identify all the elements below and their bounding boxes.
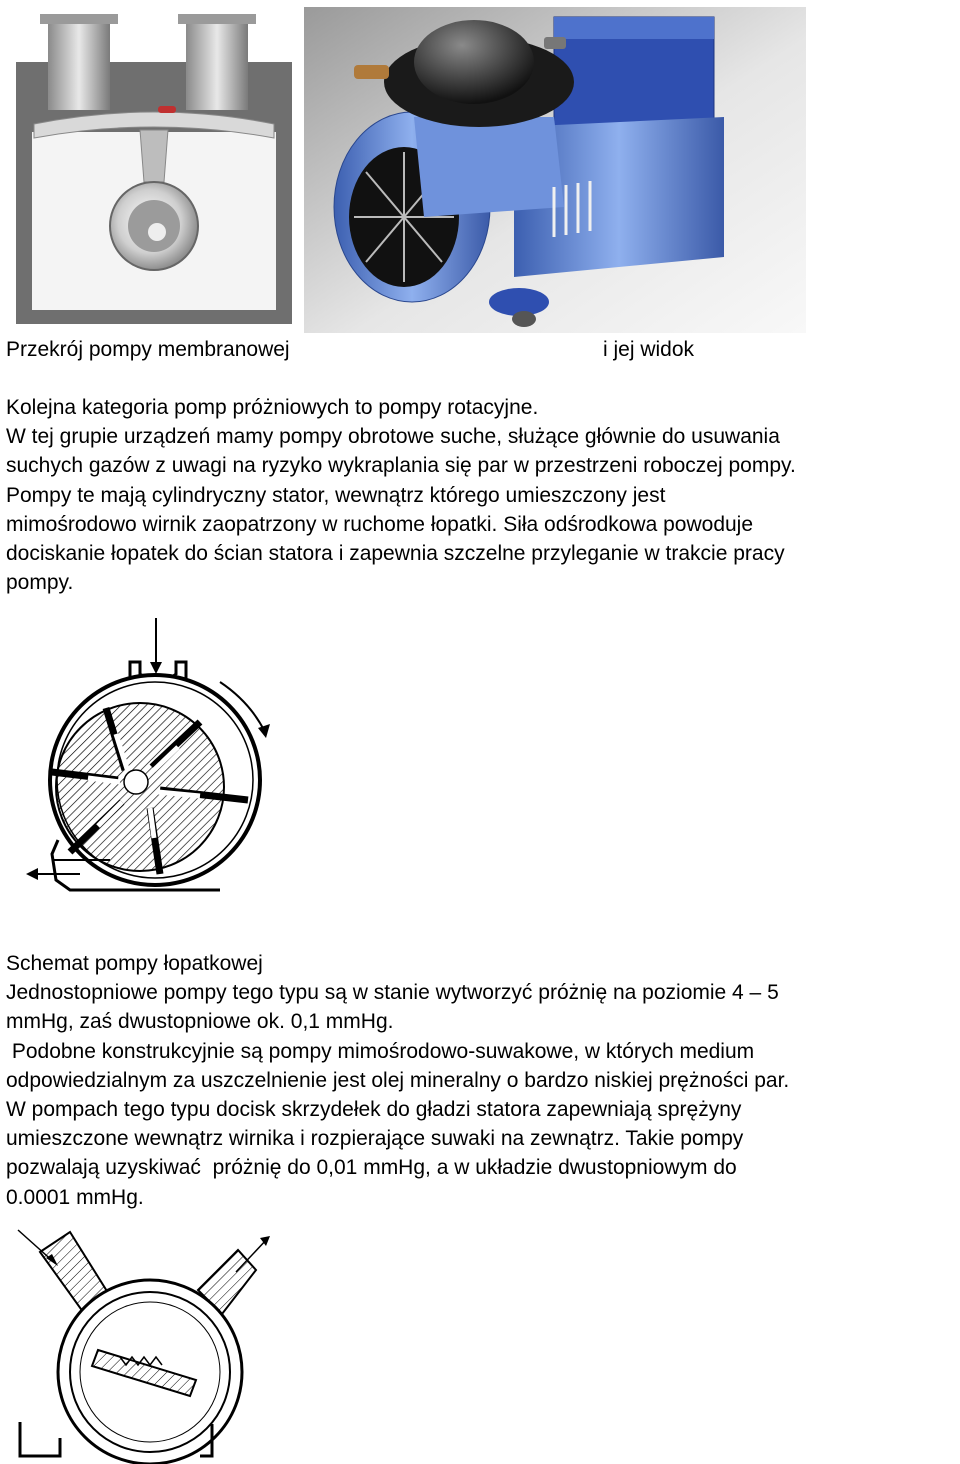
paragraph-line: pompy. [6, 571, 74, 595]
figure-caption-right: i jej widok [603, 338, 695, 361]
paragraph-line: Jednostopniowe pompy tego typu są w stanie wytworzyć próżnię na poziomie 4 – 5 [6, 981, 779, 1005]
paragraph-line: dociskanie łopatek do ścian statora i zapewnia szczelne przyleganie w trakcie pracy [6, 542, 785, 566]
figure-caption-left: Przekrój pompy membranowej [6, 338, 290, 361]
paragraph-line: odpowiedzialnym za uszczelnienie jest olej mineralny o bardzo niskiej prężności par. [6, 1068, 790, 1092]
paragraph-line: umieszczone wewnątrz wirnika i rozpierające suwaki na zewnątrz. Takie pompy [6, 1127, 744, 1151]
paragraph-line: suchych gazów z uwagi na ryzyko wykraplania się par w przestrzeni roboczej pompy. [6, 454, 796, 478]
paragraph-line: W tej grupie urządzeń mamy pompy obrotowe suche, służące głównie do usuwania [6, 425, 780, 449]
paragraph-line: 0.0001 mmHg. [6, 1185, 144, 1209]
eccentric-slide-pump-drawing [0, 1212, 286, 1464]
paragraph-line: mimośrodowo wirnik zaopatrzony w ruchome łopatki. Siła odśrodkowa powoduje [6, 512, 754, 536]
paragraph-line: Podobne konstrukcyjnie są pompy mimośrodowo-suwakowe, w których medium [6, 1039, 755, 1063]
diaphragm-pump-cross-section [0, 0, 292, 328]
paragraph-line: Kolejna kategoria pomp próżniowych to pompy rotacyjne. [6, 396, 539, 419]
figure-caption-vane-pump: Schemat pompy łopatkowej [6, 952, 263, 975]
paragraph-line: W pompach tego typu docisk skrzydełek do gładzi statora zapewniają sprężyny [6, 1098, 742, 1122]
diaphragm-pump-photo [304, 7, 806, 333]
vane-pump-paragraph [6, 949, 956, 1212]
rotary-pumps-paragraph [6, 393, 956, 597]
paragraph-line: mmHg, zaś dwustopniowe ok. 0,1 mmHg. [6, 1010, 394, 1034]
vane-pump-schematic [10, 612, 300, 912]
paragraph-line: pozwalają uzyskiwać próżnię do 0,01 mmHg, a w układzie dwustopniowym do [6, 1156, 737, 1180]
paragraph-line: Pompy te mają cylindryczny stator, wewnątrz którego umieszczony jest [6, 483, 666, 507]
